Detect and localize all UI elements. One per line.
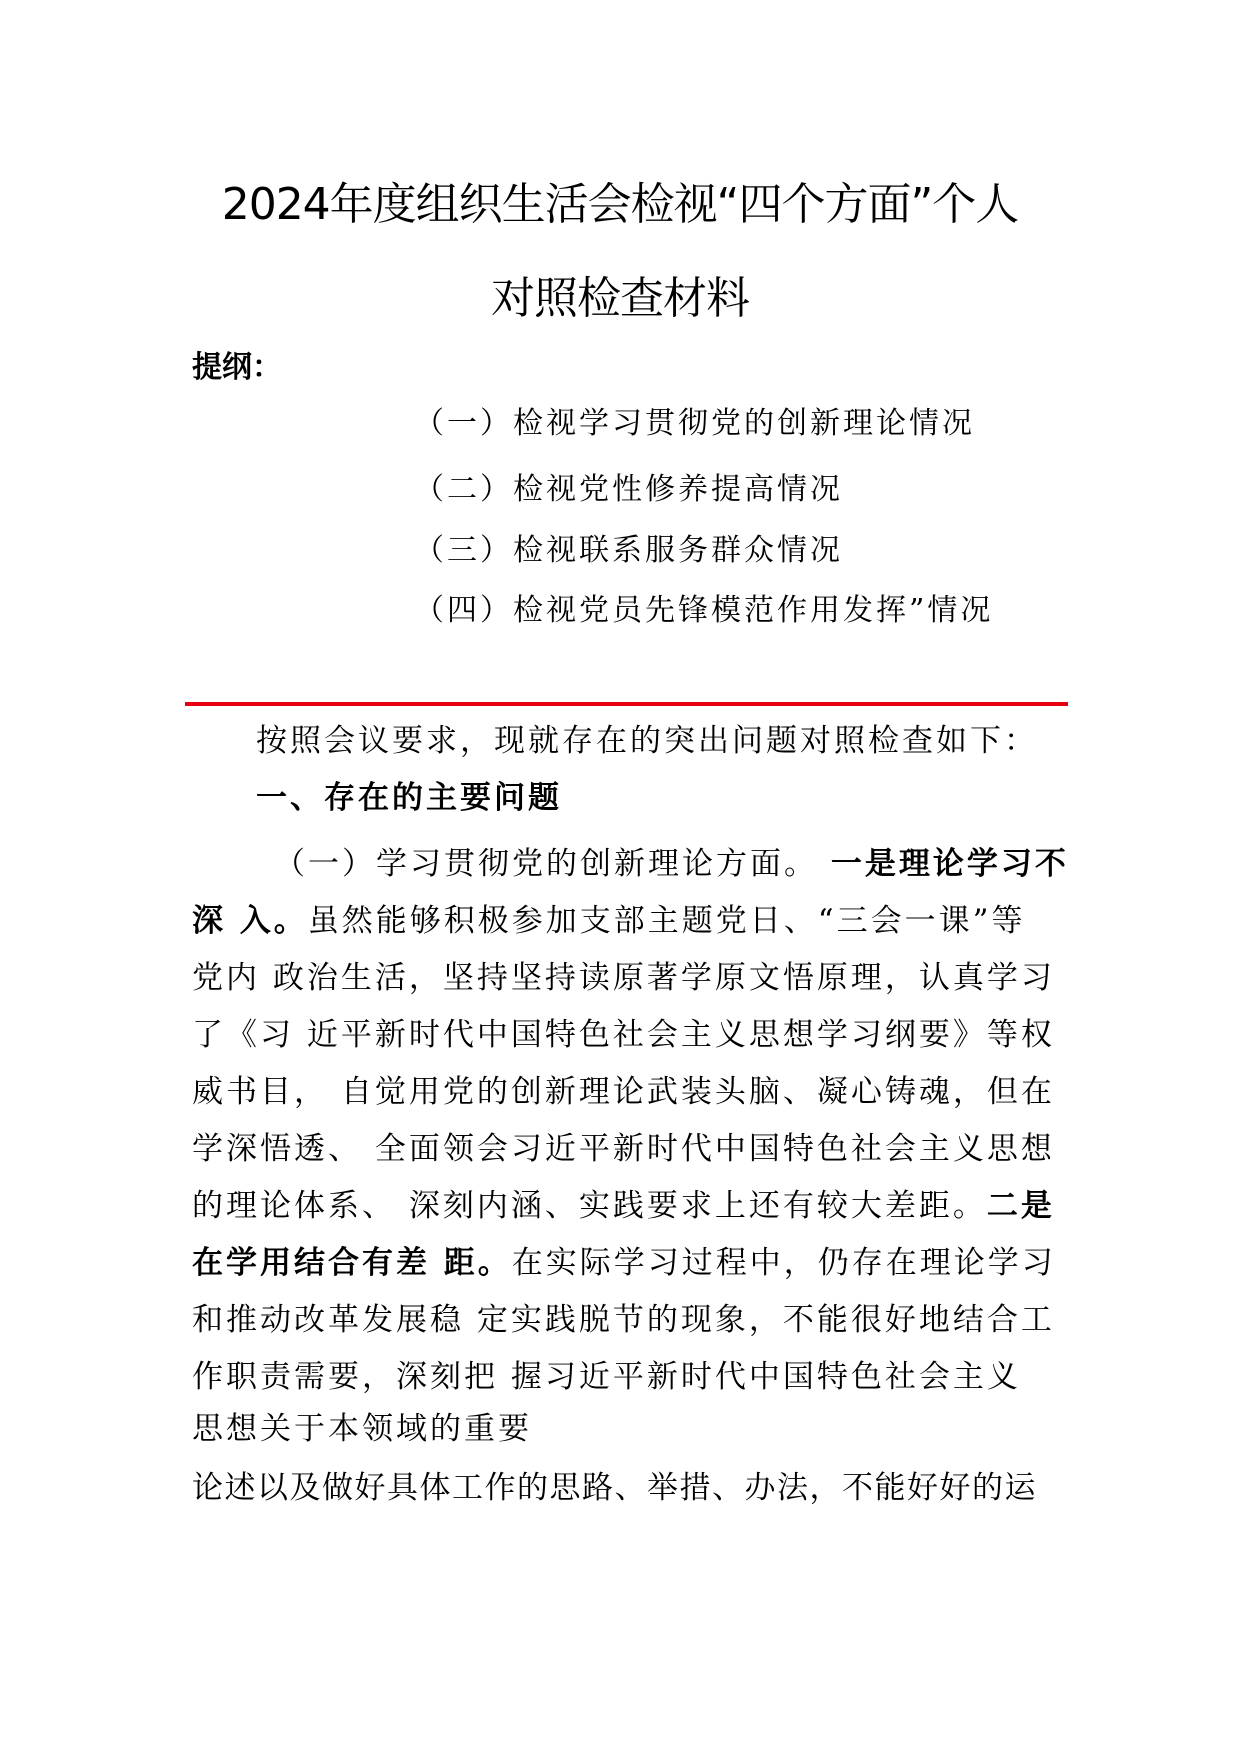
red-divider-rule — [185, 702, 1068, 706]
body-line: 威书目， 自觉用党的创新理论武装头脑、凝心铸魂，但在 — [192, 1074, 1055, 1110]
body-emphasis: 在学用结合有差 距。 — [192, 1245, 512, 1281]
section-heading: 一、存在的主要问题 — [256, 780, 562, 816]
body-line: 论述以及做好具体工作的思路、举措、办法，不能好好的运 — [192, 1470, 1037, 1506]
body-text: 的理论体系、 深刻内涵、实践要求上还有较大差距。 — [192, 1188, 987, 1224]
body-line: 作职责需要，深刻把 握习近平新时代中国特色社会主义 — [192, 1359, 1021, 1395]
intro-paragraph: 按照会议要求，现就存在的突出问题对照检查如下： — [256, 723, 1038, 759]
body-emphasis: 深 入。 — [192, 903, 308, 939]
document-title-line-1: 2024年度组织生活会检视“四个方面”个人 — [221, 179, 1019, 230]
document-title-line-2: 对照检查材料 — [491, 273, 749, 324]
body-line — [192, 1237, 1056, 1282]
body-text: （一）学习贯彻党的创新理论方面。 — [274, 846, 831, 882]
body-line: 和推动改革发展稳 定实践脱节的现象，不能很好地结合工 — [192, 1302, 1055, 1338]
outline-item-1: （一）检视学习贯彻党的创新理论情况 — [414, 406, 975, 441]
body-line: 了《习 近平新时代中国特色社会主义思想学习纲要》等权 — [192, 1017, 1055, 1053]
outline-item-4: （四）检视党员先锋模范作用发挥”情况 — [414, 593, 994, 628]
body-line: 学深悟透、 全面领会习近平新时代中国特色社会主义思想 — [192, 1131, 1055, 1167]
body-emphasis: 一是理论学习不 — [830, 846, 1069, 882]
body-line — [192, 895, 1026, 940]
body-text: 虽然能够积极参加支部主题党日、“三会一课”等 — [307, 903, 1026, 939]
outline-item-2: （二）检视党性修养提高情况 — [414, 472, 843, 507]
body-text: 在实际学习过程中，仍存在理论学习 — [511, 1245, 1056, 1281]
body-emphasis: 二是 — [986, 1188, 1055, 1224]
body-line — [192, 1180, 1055, 1225]
body-line: 思想关于本领域的重要 — [192, 1411, 532, 1447]
outline-label: 提纲： — [192, 350, 282, 385]
body-line: 党内 政治生活，坚持坚持读原著学原文悟原理，认真学习 — [192, 960, 1055, 996]
outline-item-3: （三）检视联系服务群众情况 — [414, 533, 843, 568]
body-line — [274, 838, 1069, 883]
